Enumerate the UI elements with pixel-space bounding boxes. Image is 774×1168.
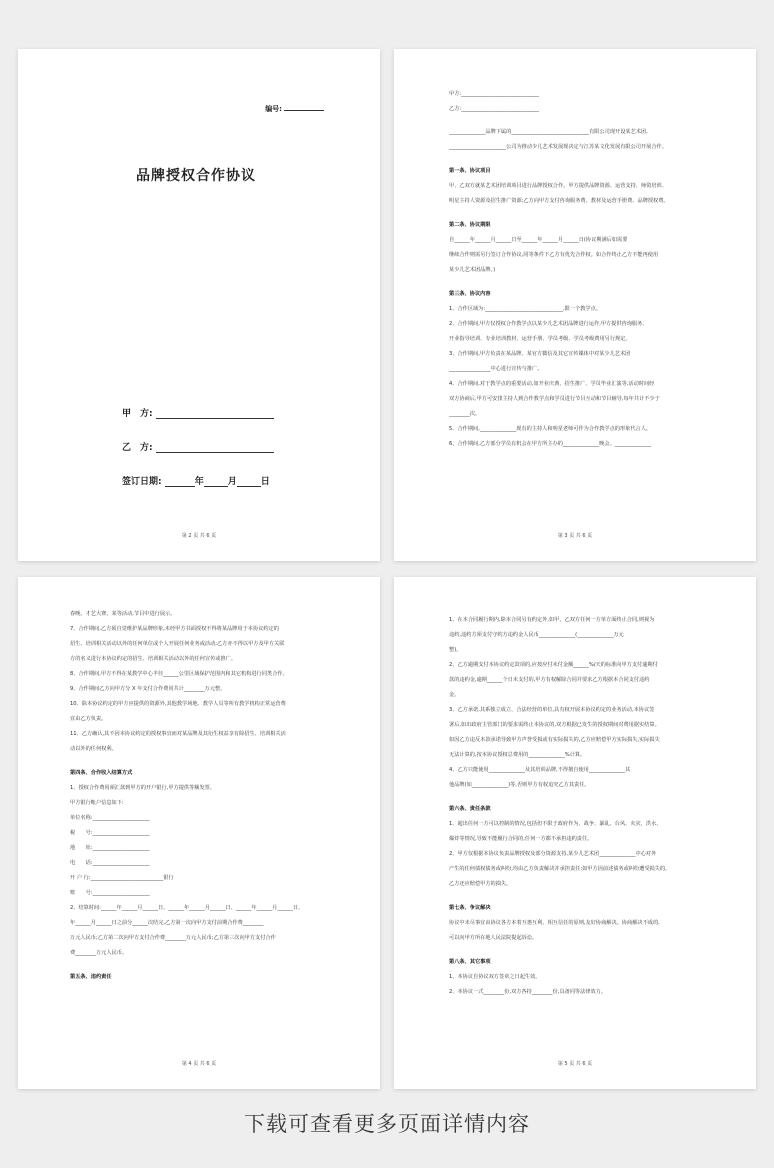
download-caption[interactable]: 下载可查看更多页面详情内容 [244,1112,530,1136]
section-heading: 第八条、其它事项 [449,959,491,965]
page-content [70,607,332,985]
paragraph-line: 违约,违约方须支付守约方违约金人民币______________(______________万元 [449,632,624,638]
month-label: 月 [227,477,237,487]
section-heading: 第一条、协议项目 [449,168,491,174]
paragraph-line: 2、本协议一式________份,双方各持________份,具备同等法律效力。 [449,989,607,995]
paragraph-line: 开业指导培训、专业培训教材、运营手册、学员考级、学员考级费用另行规定。 [449,336,631,342]
party-a-label: 甲 方: [122,409,153,419]
paragraph-line: 地 址:______________________ [70,845,150,851]
paragraph-line: ______________品牌下属的______________________________有限公司现开设某艺术团, [449,129,648,135]
paragraph-line: 4、合作期间,对于教学点的重要活动,如开业庆典、招生推广、学员毕业汇演等,活动时间经 [449,381,655,387]
section-heading: 第五条、违约责任 [70,974,112,980]
section-heading: 第三条、协议内容 [449,291,491,297]
party-a-signature [122,406,274,419]
year-label: 年 [194,477,204,487]
section-heading: 第四条、合作收入结算方式 [70,770,133,776]
paragraph-line: 双方协商后,甲方可安排主持人到合作教学点和学员进行节目互动和节目辅导,每年共计不少于 [449,396,660,402]
paragraph-line: 如因乙方违反本款承诺导致甲方声誉受损或有实际损失的,乙方应赔偿甲方实际损失,实际损失 [449,737,660,743]
paragraph-line: 宜由乙方负责。 [70,716,107,722]
paragraph-line: 年______月______日之前分______次结完,乙方第一次向甲方支付前期合作费________ [70,920,264,926]
paragraph-line: 万元人民币;乙方第二次向甲方支付合作费________万元人民币;乙方第三次向甲方支付合作 [70,935,276,941]
page-footer: 第 2 页 共 6 页 [181,533,217,539]
document-number-blank [284,110,324,111]
section-heading: 第六条、责任条款 [449,806,491,812]
paragraph-line: 某少儿艺术团品牌。) [449,267,496,273]
paragraph-line: 协议中未尽事宜由协议各方本着互惠互利、相互信任的原则,友好协商解决。协商解决不成的, [449,920,660,926]
paragraph-line: 2、甲方仅根据本协议负责品牌授权及部分资源支持,某少儿艺术团______________中心对外 [449,851,657,857]
document-page-4 [394,577,756,1089]
paragraph-line: 4、乙方只能使用______________及其培训品牌,不得擅自使用______________其 [449,767,631,773]
paragraph-line: 7、合作期间,乙方须自觉维护某品牌形象,未经甲方书面授权不得将某品牌用于本协议约定的 [70,626,279,632]
paragraph-line: 方的名义进行本协议约定的招生、培训相关活动以外的任何宣传或推广。 [70,656,237,662]
paragraph-line: 开 户 行:____________________________银行 [70,875,174,881]
document-page-3 [18,577,380,1089]
page-footer: 第 4 页 共 6 页 [181,1061,217,1067]
paragraph-line: 甲方银行帐户信息如下: [70,800,124,806]
paragraph-line: 明星主持人资源及招生推广资源;乙方向甲方支付咨询服务费、教材及运营手册费、品牌授权费。 [449,198,669,204]
paragraph-line: 他品牌(如______________)等,否则甲方有权追究乙方其责任。 [449,782,590,788]
paragraph-line: 1、合作区域为:______________________________,限一个教学点。 [449,306,601,312]
paragraph-line: 署后,如出政府主管部门的要求需终止本协议的,双方根据已发生的授权期间对费用据实结算。 [449,722,660,728]
page-content [449,613,707,1000]
paragraph-line: 可以向甲方所在地人民法院提起诉讼。 [449,935,538,941]
paragraph-line: 1、本协议自协议双方签章之日起生效。 [449,974,541,980]
paragraph-line: 款的违约金,逾期______个日未支付的,甲方有权解除合同并要求乙方根据本合同支付违约 [449,677,650,683]
section-heading: 第七条、争议解决 [449,905,491,911]
paragraph-line: 费________万元人民币。 [70,950,128,956]
paragraph-line: 10、除本协议约定的甲方应提供的资源外,其他教学场地、教学人员等所有教学机构正常运营费 [70,701,286,707]
paragraph-line: 账 号:______________________ [70,890,150,896]
paragraph-line: 金。 [449,692,460,698]
paragraph-line: ______________________公司为推动少儿艺术发展现决定与江苏某文化发展有限公司开展合作。 [449,144,667,150]
page-content [449,87,707,452]
paragraph-line: 继续合作则需另行签订合作协议,同等条件下乙方有优先合作权。如合作终止乙方不能再使用 [449,252,659,258]
paragraph-line: 产生的任何债权债务或纠纷,均由乙方负责解决并承担责任;如甲方因前述债务或纠纷遭受损失的, [449,866,667,872]
paragraph-line: 5、合作期间,______________现有的主持人和明星老师可作为合作教学点的形象代言人。 [449,426,652,432]
day-label: 日 [260,477,270,487]
sign-date [122,474,270,487]
paragraph-line: 1、授权合作费用须汇款到甲方的开户银行,甲方提供等额发票。 [70,785,216,791]
document-title: 品牌授权合作协议 [136,168,256,184]
sign-date-label: 签订日期: [122,477,162,487]
document-number-label: 编号: [265,105,282,113]
paragraph-line: 爆炸等情况,导致不能履行合同的,任何一方都不承担违约责任。 [449,836,593,842]
paragraph-line: 无法计算的,按本协议授权总费用的______________%计算。 [449,752,586,758]
paragraph-line: 乙方还应赔偿甲方的损失。 [449,881,512,887]
paragraph-line: 自______年______月______日至______年______月______日(协议期满后如需要 [449,237,628,243]
page-footer: 第 5 页 共 6 页 [557,1061,593,1067]
paragraph-line: 乙方:______________________________ [449,106,539,112]
paragraph-line [449,117,707,125]
paragraph-line: 2、合作期间,甲方仅授权合作教学点以某少儿艺术团品牌进行运作,甲方提供咨询服务、 [449,321,648,327]
document-page-2 [394,49,756,561]
paragraph-line: 3、合作期间,甲方负责在某品牌、某官方微信及其它宣传媒体中对某少儿艺术团 [449,351,631,357]
paragraph-line: 9、合作期间乙方向甲方分 X 年支付合作费用共计________万元整。 [70,686,226,692]
month-blank [204,486,228,487]
paragraph-line: 1、超出任何一方可以控制的情况,包括但不限于政府作为、战争、暴乱、台风、火灾、洪水、 [449,821,662,827]
document-number-field [265,104,324,114]
paragraph-line: 11、乙方确认,其不因本协议约定的授权事宜而对某品牌及其衍生权益享有除招生、培训相关活 [70,731,286,737]
party-b-blank [156,452,274,453]
paragraph-line: 电 话:______________________ [70,860,150,866]
paragraph-line: 3、乙方承诺,其系独立成立、合法经营的单位,具有权开展本协议约定的业务活动,本协议签 [449,707,655,713]
year-blank [165,486,195,487]
paragraph-line: 甲、乙双方就某艺术团培训项目进行品牌授权合作。甲方提供品牌资源、运营支持、师资培训、 [449,183,667,189]
day-blank [237,486,261,487]
paragraph-line: 招生、培训相关活动以外的任何单位或个人开展任何业务或活动;乙方亦不得以甲方及甲方关联 [70,641,285,647]
paragraph-line: 8、合作期间,甲方不得在某教学中心半径______公里区域保护范围内和其它机构进行同类合作。 [70,671,288,677]
party-a-blank [156,418,274,419]
paragraph-line: 整)。 [449,647,462,653]
paragraph-line: 税 号:______________________ [70,830,150,836]
document-page-cover [18,49,380,561]
paragraph-line: 1、在本合同履行期内,除本合同另有约定外,如甲、乙双方任何一方单方面终止合同,则视为 [449,617,655,623]
paragraph-line: ________次。 [449,411,481,417]
paragraph-line: ________________中心进行宣传与推广。 [449,366,543,372]
party-b-signature [122,440,274,453]
paragraph-line: 2、乙方逾期支付本协议约定款项的,应按应付未付金额______%/天的标准向甲方支付逾期付 [449,662,658,668]
paragraph-line: 6、合作期间,乙方部分学员有机会在甲方所主办的______________晚会。______________ [449,441,652,447]
paragraph-line: 2、结算时间:______年______月______日、______年______月______日、______年______月______日、 [70,905,304,911]
paragraph-line: 春晚、才艺大赛、某等活动,节目中进行展示。 [70,611,176,617]
page-footer: 第 3 页 共 6 页 [557,533,593,539]
paragraph-line: 甲方:______________________________ [449,91,539,97]
party-b-label: 乙 方: [122,443,153,453]
paragraph-line: 单位名称:______________________ [70,815,150,821]
section-heading: 第二条、协议期限 [449,222,491,228]
paragraph-line: 动以外的任何权利。 [70,746,117,752]
